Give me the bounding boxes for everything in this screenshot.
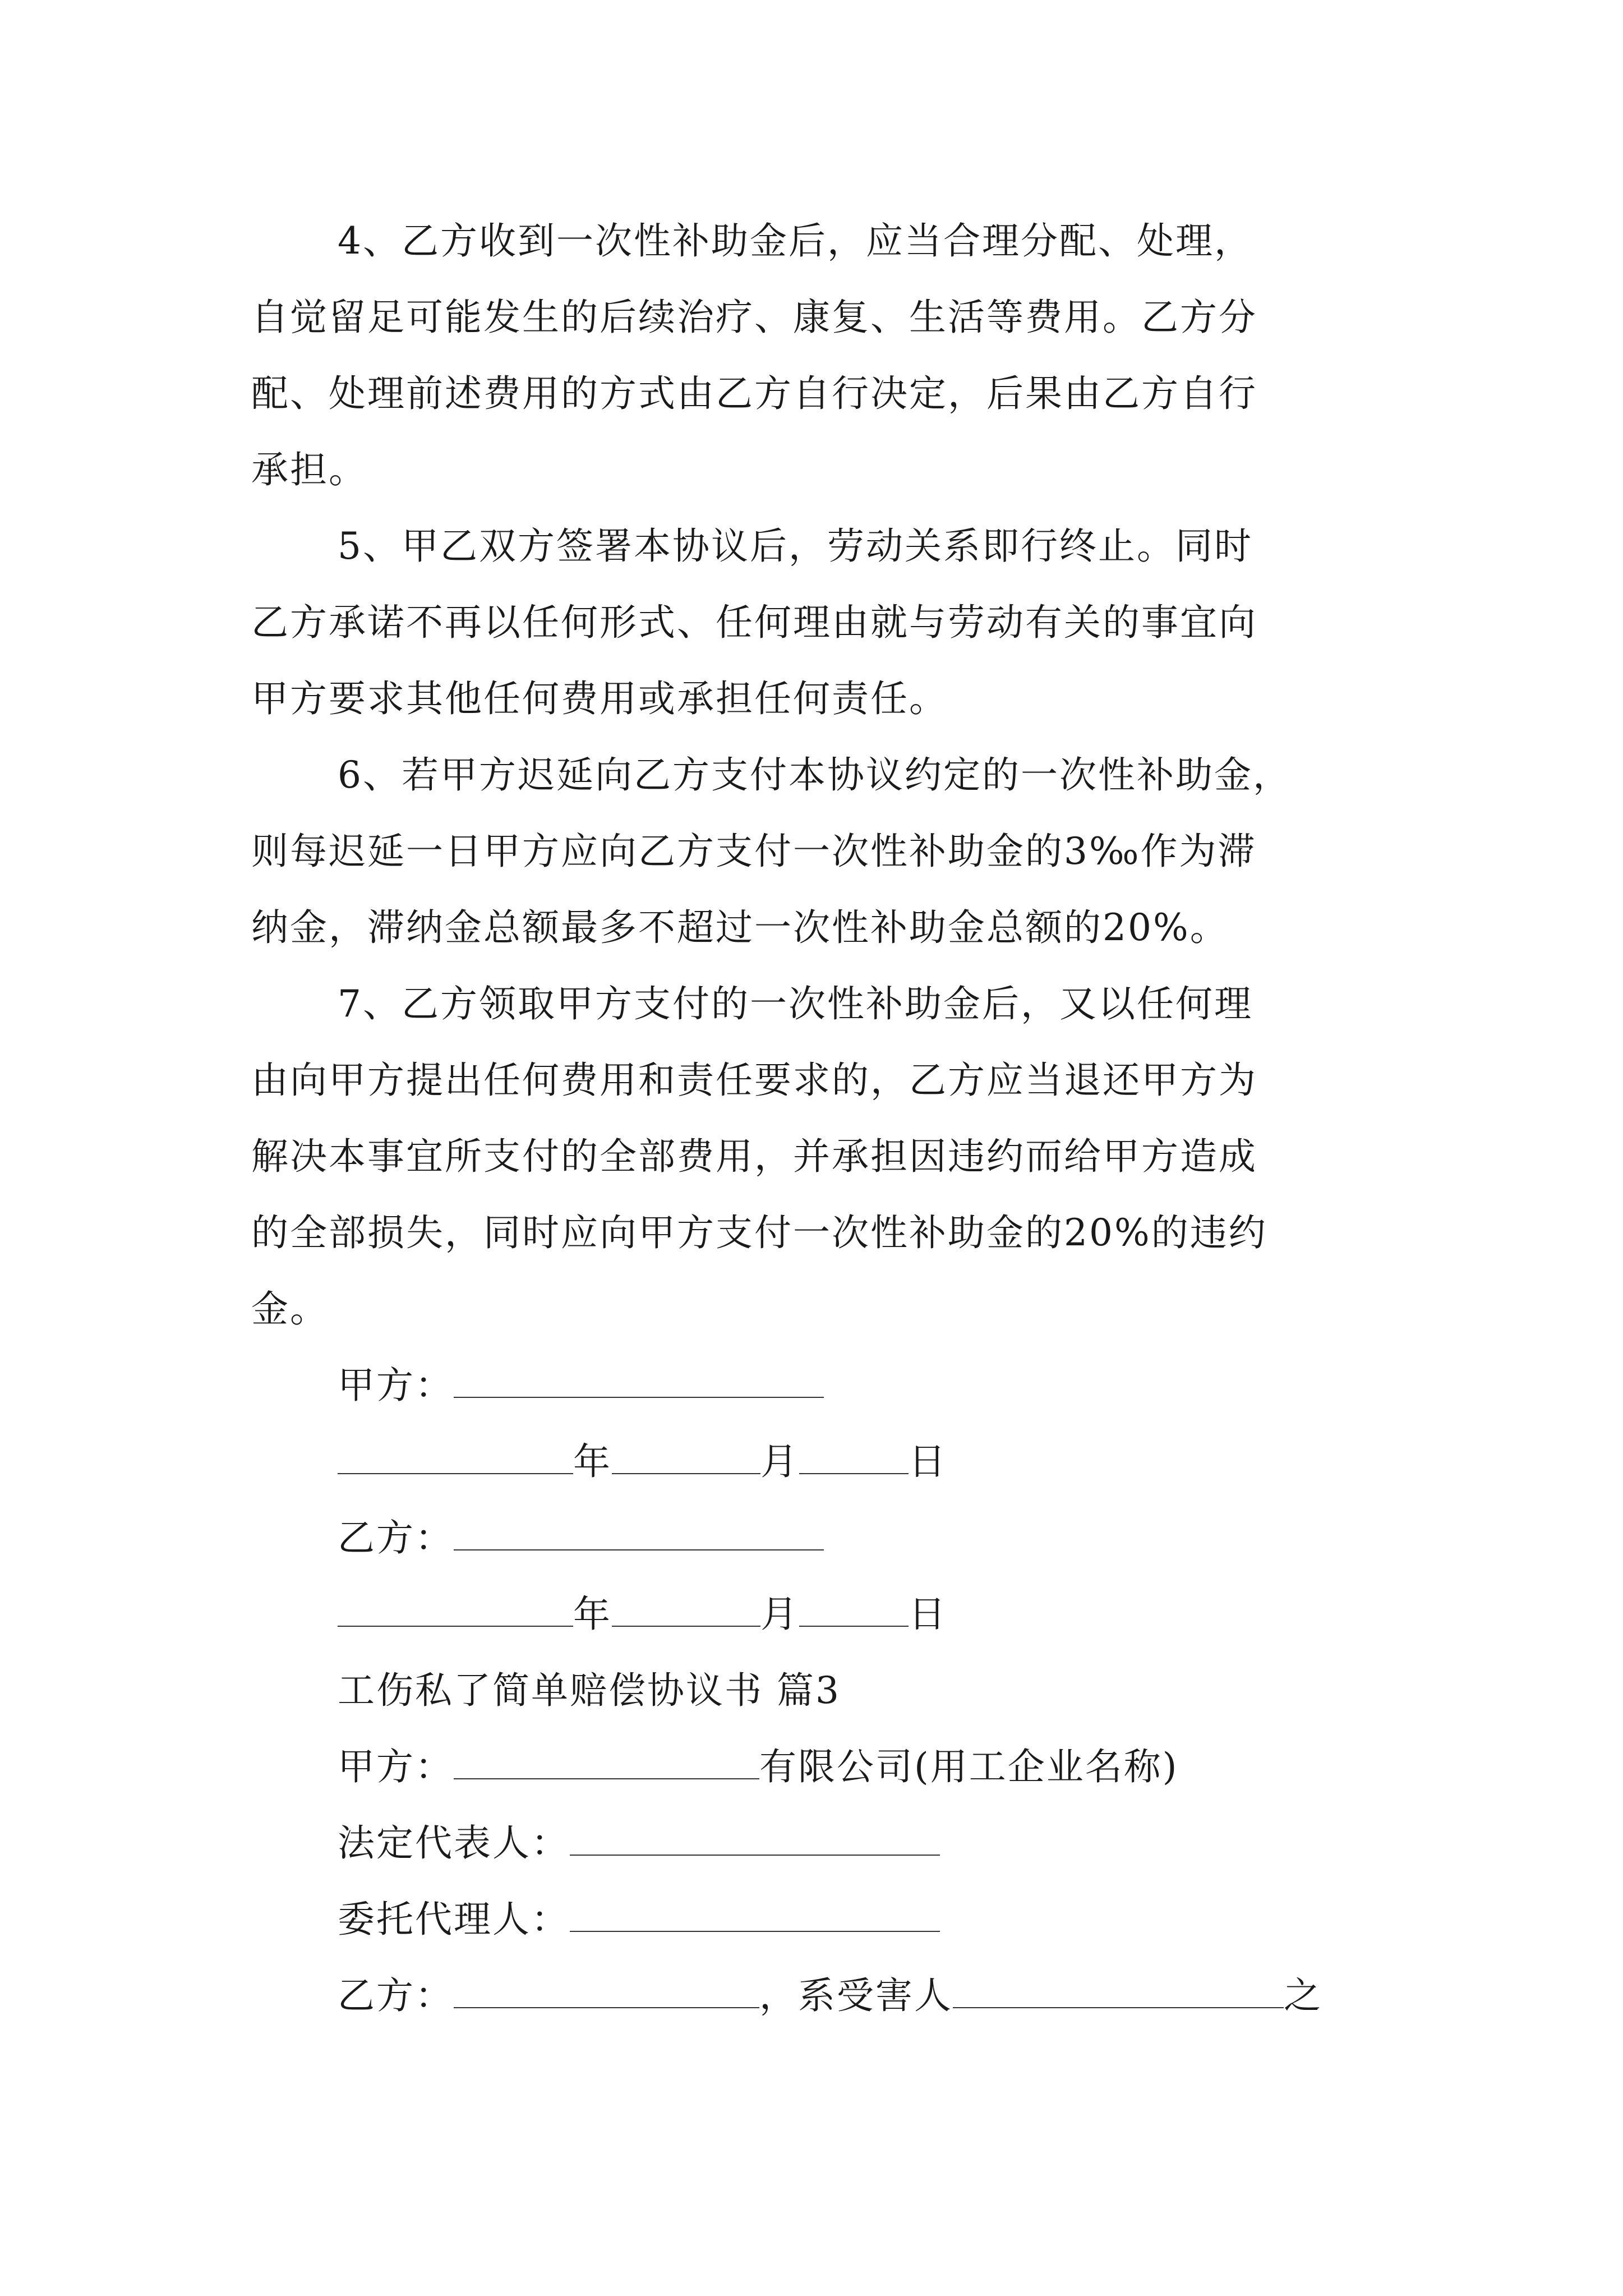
year-label: 年 — [573, 1593, 612, 1636]
paragraph-4-line-2: 自觉留足可能发生的后续治疗、康复、生活等费用。乙方分 — [251, 296, 1257, 339]
paragraph-5-line-1: 5、甲乙双方签署本协议后，劳动关系即行终止。同时 — [338, 524, 1253, 568]
party-b-day-blank[interactable] — [799, 1592, 909, 1627]
party-b-date-row — [338, 1589, 947, 1640]
paragraph-7-line-3: 解决本事宜所支付的全部费用，并承担因违约而给甲方造成 — [251, 1135, 1257, 1178]
party-a-date-row — [338, 1437, 947, 1487]
paragraph-7-line-5: 金。 — [251, 1287, 329, 1331]
party-b-month-blank[interactable] — [612, 1592, 760, 1627]
party-a-day-blank[interactable] — [799, 1439, 909, 1474]
party-a-signature-row — [338, 1360, 824, 1411]
paragraph-5-line-2: 乙方承诺不再以任何形式、任何理由就与劳动有关的事宜向 — [251, 601, 1257, 644]
relation-suffix: 之 — [1284, 1974, 1322, 2017]
month-label: 月 — [760, 1440, 799, 1483]
section-heading: 工伤私了简单赔偿协议书 篇3 — [338, 1669, 841, 1712]
party-b-name-blank[interactable] — [454, 1973, 759, 2008]
company-suffix: 有限公司(用工企业名称) — [759, 1745, 1179, 1788]
party-a-signature-blank[interactable] — [454, 1363, 824, 1398]
party-b-year-blank[interactable] — [338, 1592, 573, 1627]
paragraph-7-line-4: 的全部损失，同时应向甲方支付一次性补助金的20%的违约 — [251, 1211, 1267, 1254]
paragraph-6-line-3: 纳金，滞纳金总额最多不超过一次性补助金总额的20%。 — [251, 906, 1229, 949]
company-name-blank[interactable] — [454, 1745, 759, 1779]
paragraph-4-line-4: 承担。 — [251, 448, 367, 491]
party-a-month-blank[interactable] — [612, 1439, 760, 1474]
agent-row — [338, 1894, 940, 1945]
paragraph-5-line-3: 甲方要求其他任何费用或承担任何责任。 — [251, 677, 948, 720]
party-b-signature-row — [338, 1513, 824, 1563]
paragraph-6-line-1: 6、若甲方迟延向乙方支付本协议约定的一次性补助金， — [338, 753, 1292, 797]
party-a-label: 甲方： — [338, 1364, 454, 1407]
month-label: 月 — [760, 1593, 799, 1636]
party-a-year-blank[interactable] — [338, 1439, 573, 1474]
paragraph-7-line-2: 由向甲方提出任何费用和责任要求的，乙方应当退还甲方为 — [251, 1059, 1257, 1102]
victim-name-blank[interactable] — [953, 1973, 1284, 2008]
section3-party-a-row — [338, 1742, 1179, 1792]
party-b-signature-blank[interactable] — [454, 1516, 824, 1550]
victim-label: ，系受害人 — [759, 1974, 953, 2017]
party-b-label: 乙方： — [338, 1974, 454, 2017]
party-b-label: 乙方： — [338, 1516, 454, 1559]
paragraph-6-line-2: 则每迟延一日甲方应向乙方支付一次性补助金的3‰作为滞 — [251, 830, 1257, 873]
legal-representative-row — [338, 1818, 940, 1869]
paragraph-4-line-1: 4、乙方收到一次性补助金后，应当合理分配、处理， — [338, 219, 1253, 263]
agent-blank[interactable] — [570, 1897, 940, 1932]
year-label: 年 — [573, 1440, 612, 1483]
agent-label: 委托代理人： — [338, 1898, 570, 1941]
legal-rep-label: 法定代表人： — [338, 1821, 570, 1865]
day-label: 日 — [909, 1593, 947, 1636]
party-a-label: 甲方： — [338, 1745, 454, 1788]
paragraph-7-line-1: 7、乙方领取甲方支付的一次性补助金后，又以任何理 — [338, 982, 1253, 1025]
paragraph-4-line-3: 配、处理前述费用的方式由乙方自行决定，后果由乙方自行 — [251, 372, 1257, 415]
legal-rep-blank[interactable] — [570, 1821, 940, 1856]
section3-party-b-row — [338, 1971, 1322, 2021]
day-label: 日 — [909, 1440, 947, 1483]
